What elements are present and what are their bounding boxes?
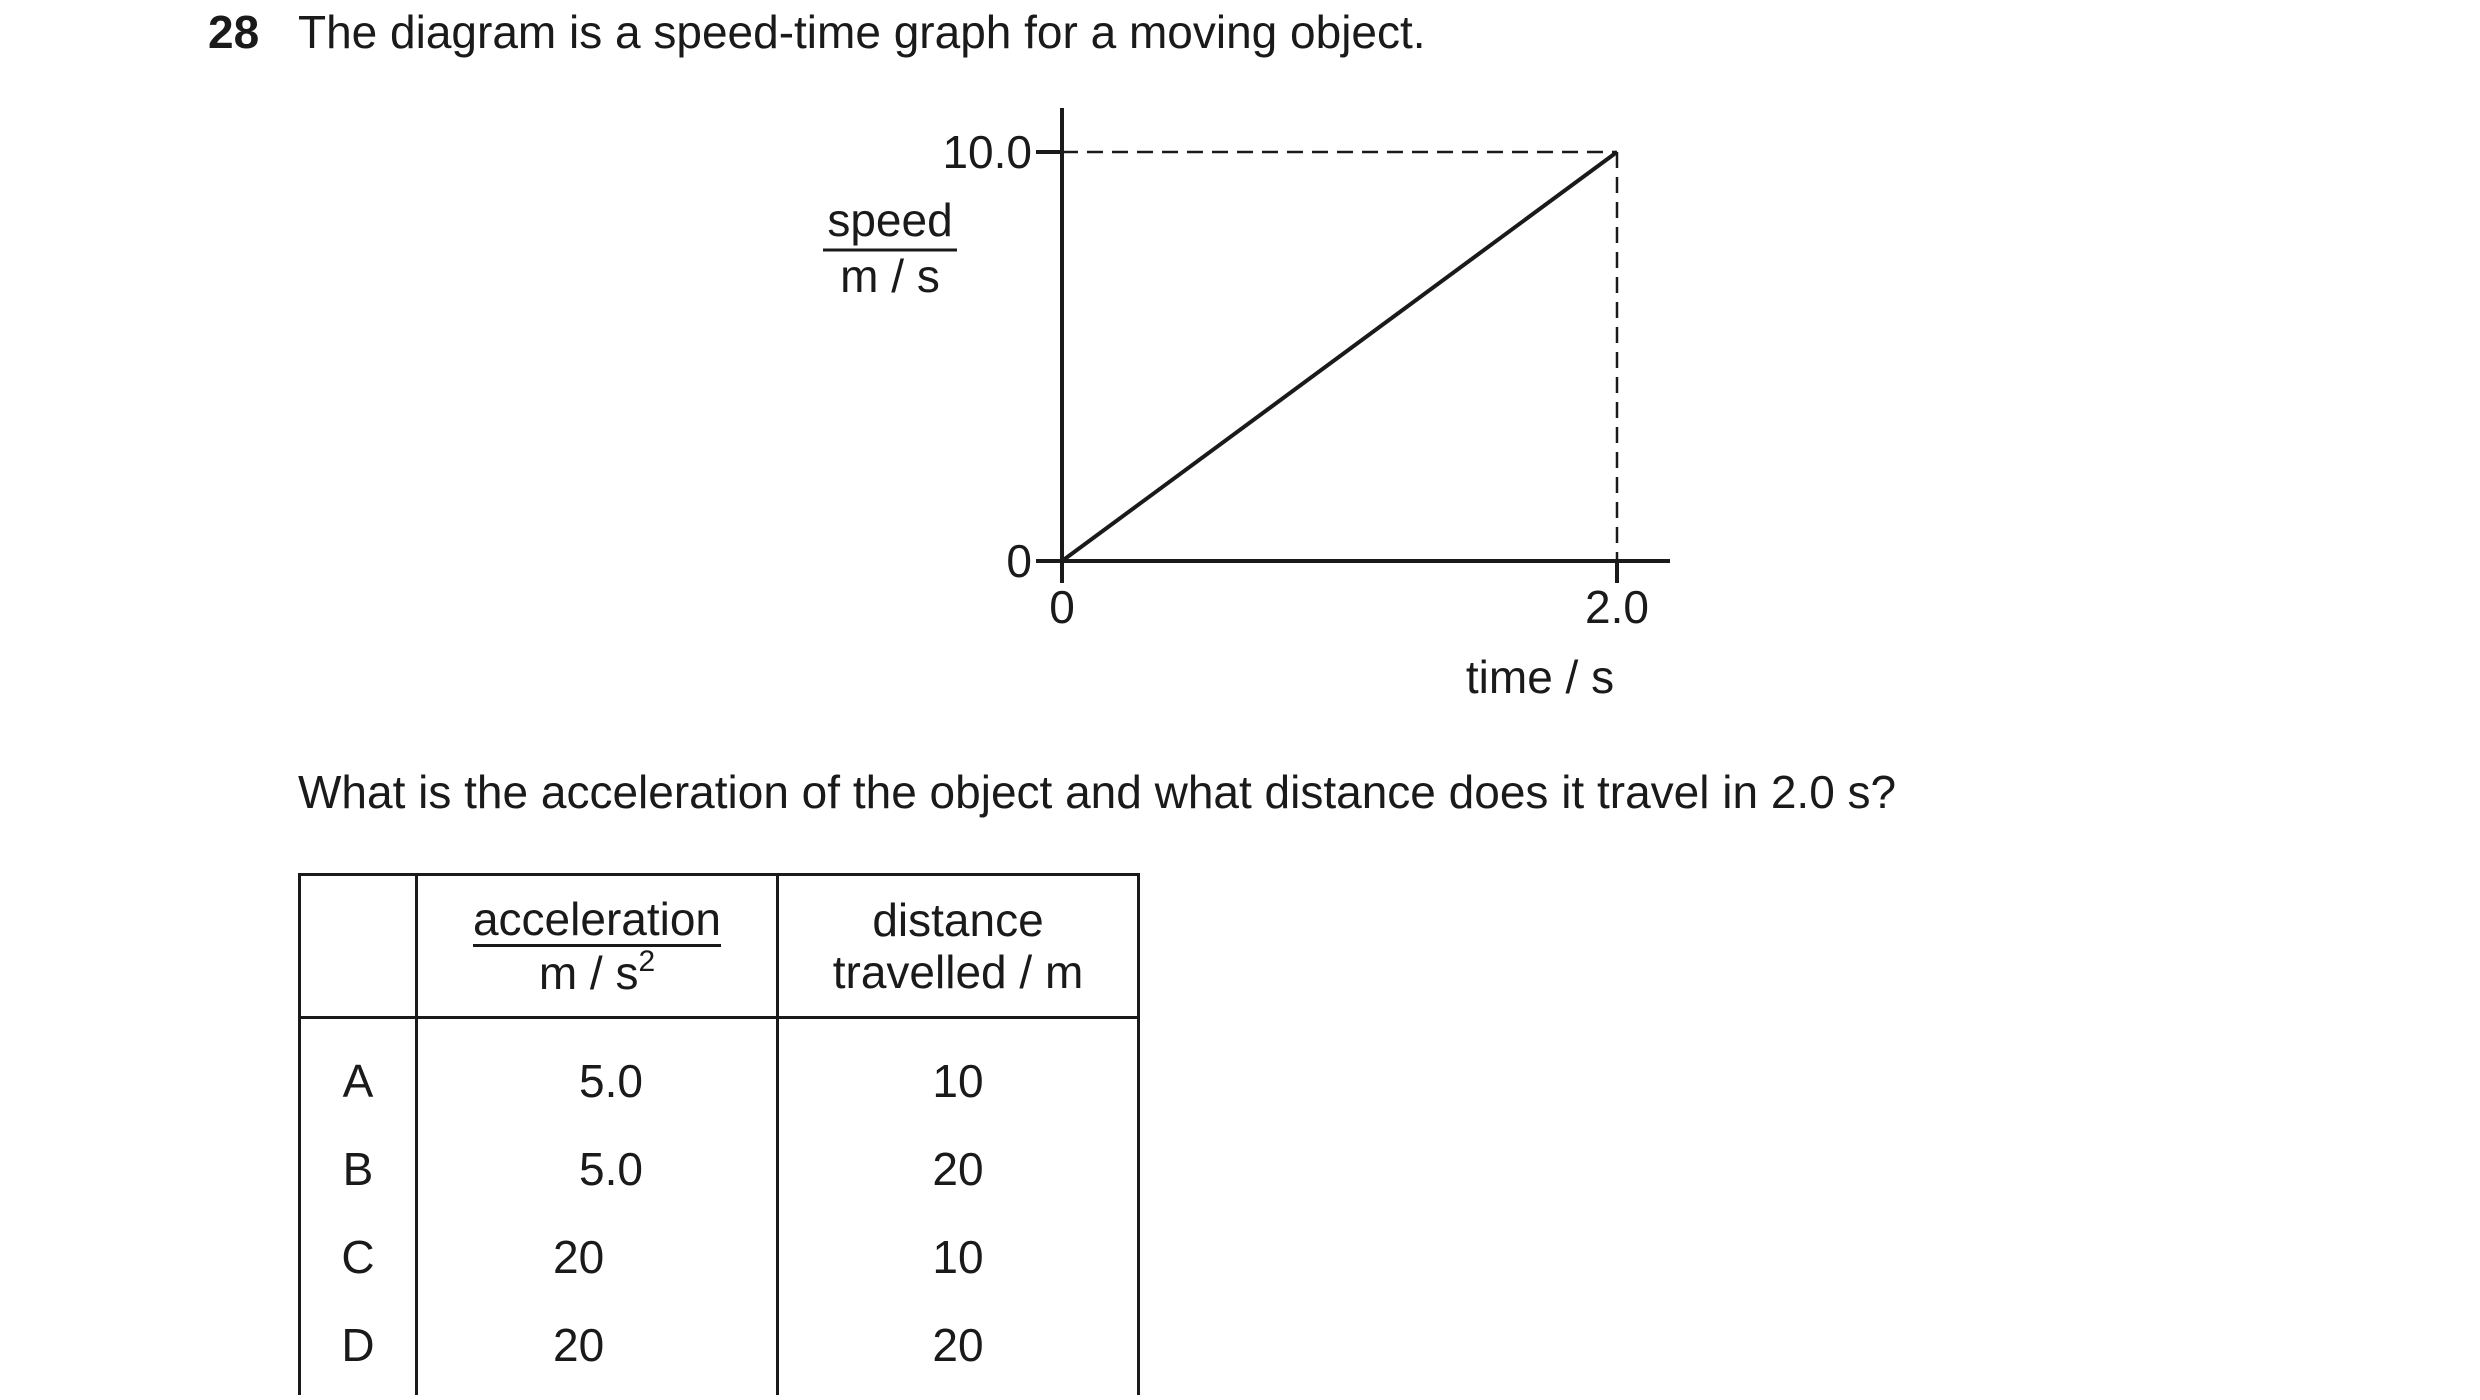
option-letter: A	[300, 1018, 417, 1126]
option-letter: C	[300, 1213, 417, 1301]
distance-header-top: distance	[872, 894, 1044, 946]
option-row-d[interactable]	[300, 1301, 1139, 1395]
option-distance: 10	[778, 1018, 1139, 1126]
y-axis-label-bottom: m / s	[840, 250, 940, 302]
option-row-c[interactable]	[300, 1213, 1139, 1301]
option-acceleration: 20	[417, 1213, 778, 1301]
graph-layer	[823, 108, 1670, 703]
y-tick-label: 0	[1006, 535, 1032, 587]
question-prompt: What is the acceleration of the object and what distance does it travel in 2.0 s?	[298, 766, 1897, 818]
x-tick-label: 2.0	[1585, 581, 1649, 633]
x-axis-label: time / s	[1465, 651, 1615, 703]
distance-header-bottom: travelled / m	[832, 946, 1084, 998]
option-row-a[interactable]	[300, 1018, 1139, 1126]
option-distance: 20	[778, 1301, 1139, 1395]
question-stem: The diagram is a speed-time graph for a moving object.	[298, 6, 1426, 58]
option-acceleration: 5.0	[417, 1125, 778, 1213]
option-row-b[interactable]	[300, 1125, 1139, 1213]
question-number: 28	[208, 6, 260, 58]
option-acceleration: 5.0	[417, 1018, 778, 1126]
speed-line	[1062, 152, 1617, 561]
y-axis-label-top: speed	[827, 194, 953, 246]
header-blank-cell	[300, 875, 417, 1018]
y-tick-label: 10.0	[942, 126, 1032, 178]
option-acceleration: 20	[417, 1301, 778, 1395]
option-letter: D	[300, 1301, 417, 1395]
option-distance: 20	[778, 1125, 1139, 1213]
answer-options-table	[298, 873, 1140, 1395]
acceleration-header-unit: m / $s^2$	[538, 945, 656, 999]
header-distance	[778, 875, 1139, 1018]
x-tick-label: 0	[1049, 581, 1075, 633]
option-distance: 10	[778, 1213, 1139, 1301]
acceleration-header-top: acceleration	[472, 893, 722, 945]
header-acceleration	[417, 875, 778, 1018]
table-header-row	[300, 875, 1139, 1018]
option-letter: B	[300, 1125, 417, 1213]
acceleration-unit-exponent: 2	[638, 945, 656, 978]
